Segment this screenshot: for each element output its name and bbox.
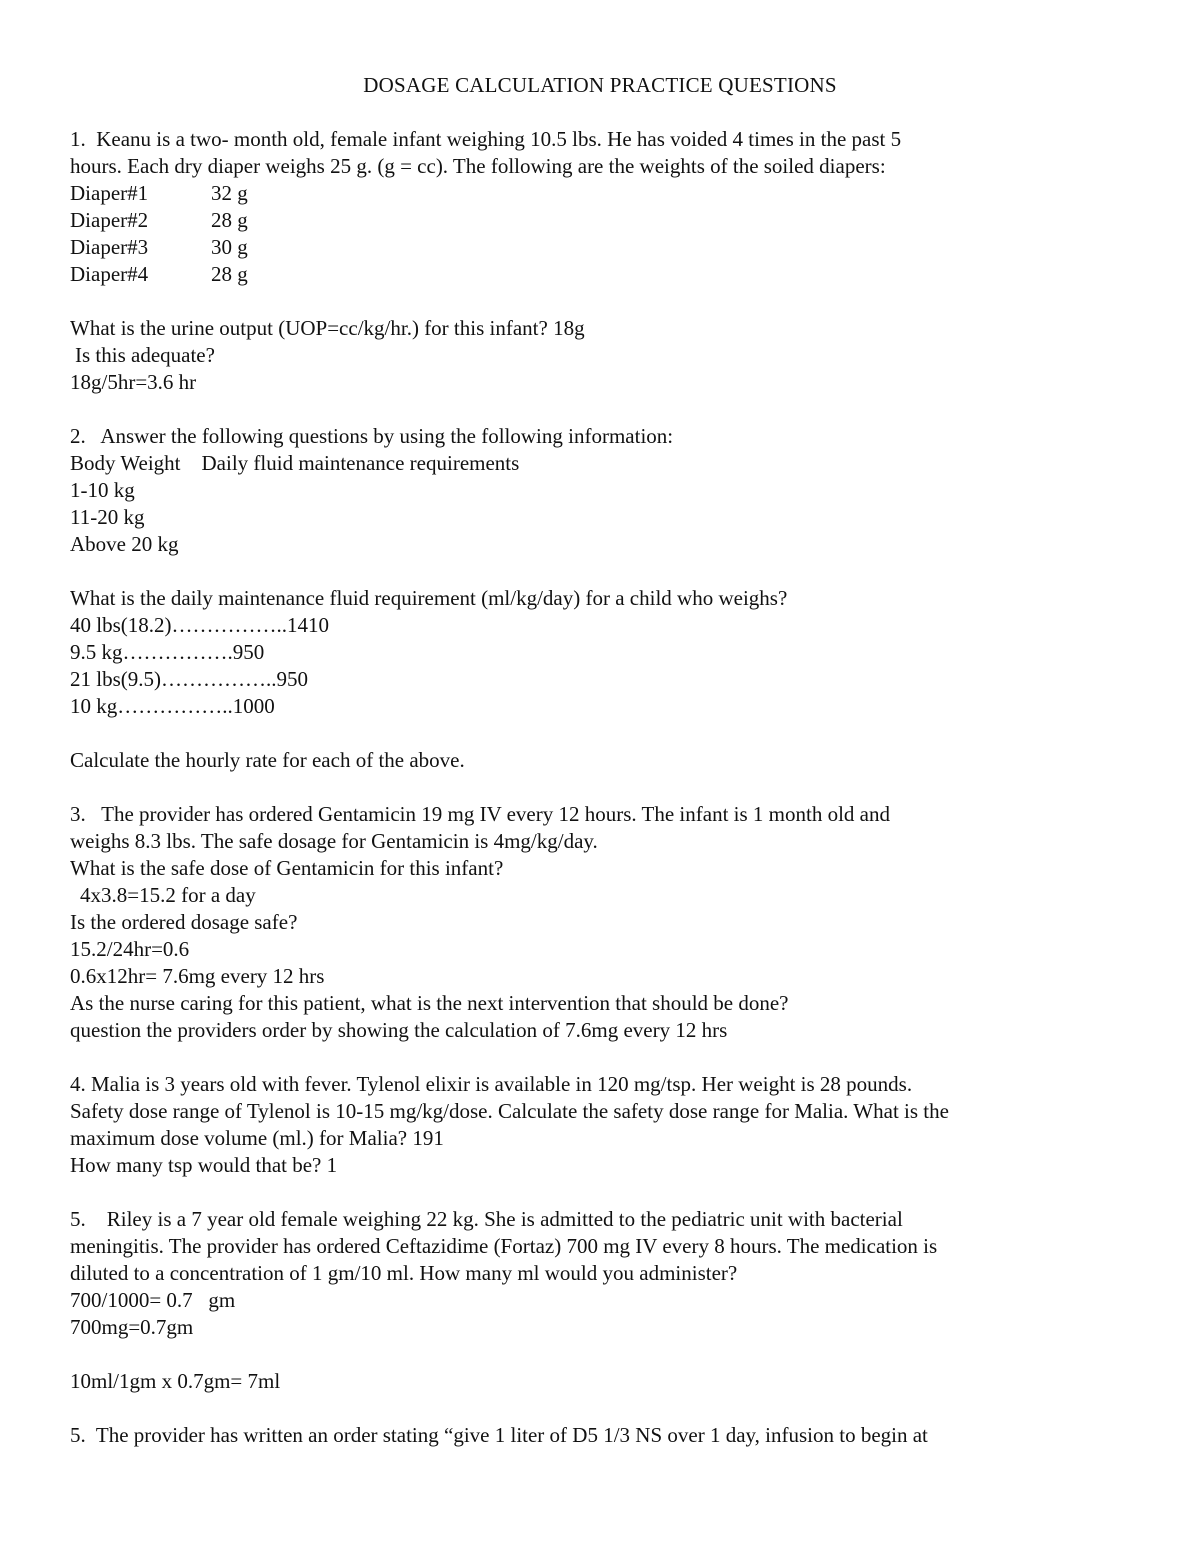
diaper-row xyxy=(70,180,1130,207)
q3-line-4: 4x3.8=15.2 for a day xyxy=(80,883,256,907)
question-6 xyxy=(70,1422,1130,1449)
q5-line-4: 700/1000= 0.7 gm xyxy=(70,1288,236,1312)
q3-line-1: 3. The provider has ordered Gentamicin 19 mg IV every 12 hours. The infant is 1 month old and xyxy=(70,802,890,826)
q3-line-9: question the providers order by showing the calculation of 7.6mg every 12 hrs xyxy=(70,1018,728,1042)
diaper-weight: 30 g xyxy=(211,235,248,259)
q4-line-1: 4. Malia is 3 years old with fever. Tylenol elixir is available in 120 mg/tsp. Her weight is 28 pounds. xyxy=(70,1072,913,1096)
q1-line-1: 1. Keanu is a two- month old, female infant weighing 10.5 lbs. He has voided 4 times in the past 5 xyxy=(70,127,902,151)
question-2 xyxy=(70,423,1130,774)
diaper-label: Diaper#1 xyxy=(70,181,149,205)
q2-weight-range: 11-20 kg xyxy=(70,505,145,529)
q2-hourly: Calculate the hourly rate for each of the above. xyxy=(70,748,465,772)
question-1 xyxy=(70,126,1130,396)
q4-line-4: How many tsp would that be? 1 xyxy=(70,1153,338,1177)
q3-line-2: weighs 8.3 lbs. The safe dosage for Gentamicin is 4mg/kg/day. xyxy=(70,829,598,853)
diaper-weight: 28 g xyxy=(211,208,248,232)
q1-adequate: Is this adequate? xyxy=(75,343,215,367)
diaper-weight: 32 g xyxy=(211,181,248,205)
document-body xyxy=(70,72,1130,1449)
q4-line-3: maximum dose volume (ml.) for Malia? 191 xyxy=(70,1126,444,1150)
diaper-weight: 28 g xyxy=(211,262,248,286)
q1-line-2: hours. Each dry diaper weighs 25 g. (g = cc). The following are the weights of the soiled diapers: xyxy=(70,154,886,178)
q1-question: What is the urine output (UOP=cc/kg/hr.) for this infant? 18g xyxy=(70,316,585,340)
question-4 xyxy=(70,1071,1130,1179)
page-title: DOSAGE CALCULATION PRACTICE QUESTIONS xyxy=(363,73,837,97)
diaper-label: Diaper#3 xyxy=(70,235,149,259)
diaper-label: Diaper#2 xyxy=(70,208,149,232)
q3-line-3: What is the safe dose of Gentamicin for this infant? xyxy=(70,856,504,880)
q3-line-6: 15.2/24hr=0.6 xyxy=(70,937,190,961)
q2-line-1: 2. Answer the following questions by using the following information: xyxy=(70,424,674,448)
q2-answer: 10 kg……………..1000 xyxy=(70,694,275,718)
q2-question: What is the daily maintenance fluid requirement (ml/kg/day) for a child who weighs? xyxy=(70,586,788,610)
q5-line-1: 5. Riley is a 7 year old female weighing 22 kg. She is admitted to the pediatric unit with bacterial xyxy=(70,1207,903,1231)
q6-line-1: 5. The provider has written an order stating “give 1 liter of D5 1/3 NS over 1 day, infusion to begin at xyxy=(70,1423,928,1447)
question-3 xyxy=(70,801,1130,1044)
q4-line-2: Safety dose range of Tylenol is 10-15 mg/kg/dose. Calculate the safety dose range for Malia. What is the xyxy=(70,1099,949,1123)
q1-answer: 18g/5hr=3.6 hr xyxy=(70,370,197,394)
question-5 xyxy=(70,1206,1130,1395)
q2-answer: 9.5 kg…………….950 xyxy=(70,640,265,664)
diaper-label: Diaper#4 xyxy=(70,262,149,286)
q2-answer: 21 lbs(9.5)……………..950 xyxy=(70,667,308,691)
q5-line-6: 10ml/1gm x 0.7gm= 7ml xyxy=(70,1369,281,1393)
q3-line-5: Is the ordered dosage safe? xyxy=(70,910,298,934)
diaper-row xyxy=(70,234,1130,261)
diaper-row xyxy=(70,207,1130,234)
q3-line-8: As the nurse caring for this patient, what is the next intervention that should be done? xyxy=(70,991,789,1015)
q2-weight-range: 1-10 kg xyxy=(70,478,135,502)
q5-line-3: diluted to a concentration of 1 gm/10 ml. How many ml would you administer? xyxy=(70,1261,738,1285)
q2-weight-range: Above 20 kg xyxy=(70,532,179,556)
q5-line-2: meningitis. The provider has ordered Ceftazidime (Fortaz) 700 mg IV every 8 hours. The medication is xyxy=(70,1234,938,1258)
diaper-row xyxy=(70,261,1130,288)
q5-line-5: 700mg=0.7gm xyxy=(70,1315,194,1339)
q2-table-header: Body Weight Daily fluid maintenance requirements xyxy=(70,451,520,475)
q2-answer: 40 lbs(18.2)……………..1410 xyxy=(70,613,329,637)
diaper-weight-list xyxy=(70,180,1130,288)
q3-line-7: 0.6x12hr= 7.6mg every 12 hrs xyxy=(70,964,325,988)
